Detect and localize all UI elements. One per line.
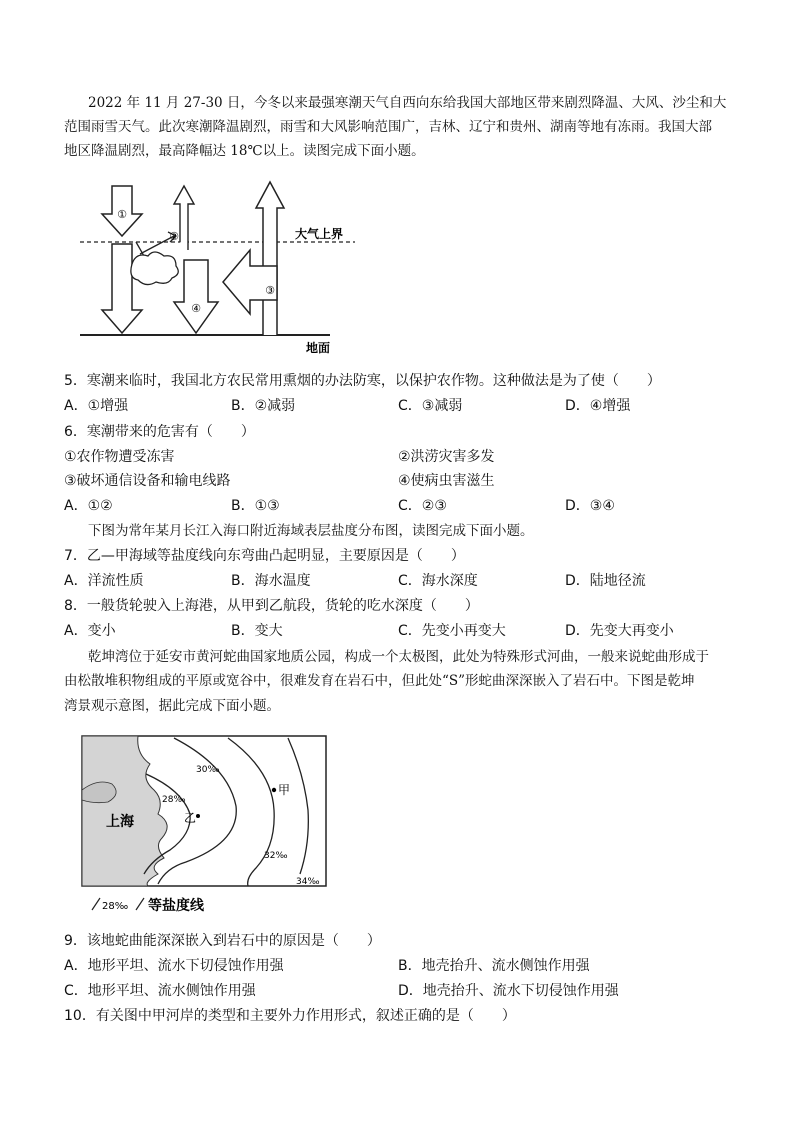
q9-option-b[interactable]: B．地壳抬升、流水侧蚀作用强 [398, 958, 590, 974]
ground-label: 地面 [306, 341, 331, 355]
intro1-line1: 2022 年 11 月 27-30 日，今冬以来最强寒潮天气自西向东给我国大部地区带来剧烈降温、大风、沙尘和大 [88, 95, 727, 111]
q7-option-b[interactable]: B．海水温度 [231, 573, 311, 589]
isohaline-34-label: 34‰ [296, 877, 320, 887]
point-jia-label: 甲 [278, 783, 291, 797]
intro3-line3: 湾景观示意图，据此完成下面小题。 [64, 698, 280, 714]
legend-label: 等盐度线 [148, 898, 204, 914]
q9-option-a[interactable]: A．地形平坦、流水下切侵蚀作用强 [64, 958, 284, 974]
intro3-line2: 由松散堆积物组成的平原或宽谷中，很难发育在岩石中，但此处“S”形蛇曲深深嵌入了岩石中。下图是乾坤 [64, 673, 695, 689]
q10-stem: 10．有关图中甲河岸的类型和主要外力作用形式，叙述正确的是（ ） [64, 1008, 516, 1024]
isohaline-30-label: 30‰ [196, 765, 220, 775]
arrow3-label: ③ [265, 284, 275, 297]
q5-stem: 5．寒潮来临时，我国北方农民常用熏烟的办法防寒，以保护农作物。这种做法是为了使（ ） [64, 373, 661, 389]
q6-option-d[interactable]: D．③④ [565, 498, 615, 514]
q7-stem: 7．乙—甲海域等盐度线向东弯曲凸起明显，主要原因是（ ） [64, 548, 465, 564]
q6-option-c[interactable]: C．②③ [398, 498, 447, 514]
intro1-line3: 地区降温剧烈，最高降幅达 18℃以上。读图完成下面小题。 [64, 143, 425, 159]
q8-option-a[interactable]: A．变小 [64, 623, 116, 639]
shanghai-label: 上海 [106, 814, 134, 830]
salinity-map [78, 734, 328, 914]
q5-option-c[interactable]: C．③减弱 [398, 398, 463, 414]
q8-option-d[interactable]: D．先变大再变小 [565, 623, 674, 639]
q8-option-b[interactable]: B．变大 [231, 623, 283, 639]
intro1-line2: 范围雨雪天气。此次寒潮降温剧烈，雨雪和大风影响范围广，吉林、辽宁和贵州、湖南等地有冻雨。我国大部 [64, 119, 712, 135]
q7-option-d[interactable]: D．陆地径流 [565, 573, 646, 589]
atmosphere-diagram [80, 178, 370, 358]
q9-option-c[interactable]: C．地形平坦、流水侧蚀作用强 [64, 983, 256, 999]
point-yi-label: 乙 [184, 811, 197, 825]
arrow2-label: ② [169, 230, 179, 243]
q8-stem: 8．一般货轮驶入上海港，从甲到乙航段，货轮的吃水深度（ ） [64, 598, 479, 614]
q6-item-2: ②洪涝灾害多发 [398, 449, 495, 465]
q8-option-c[interactable]: C．先变小再变大 [398, 623, 506, 639]
intro3-line1: 乾坤湾位于延安市黄河蛇曲国家地质公园，构成一个太极图，此处为特殊形式河曲，一般来说蛇曲形成于 [88, 649, 709, 665]
intro2: 下图为常年某月长江入海口附近海域表层盐度分布图，读图完成下面小题。 [88, 523, 534, 539]
q9-stem: 9．该地蛇曲能深深嵌入到岩石中的原因是（ ） [64, 933, 381, 949]
q7-option-c[interactable]: C．海水深度 [398, 573, 478, 589]
arrow1-label: ① [117, 208, 127, 221]
q6-stem: 6．寒潮带来的危害有（ ） [64, 424, 255, 440]
q9-option-d[interactable]: D．地壳抬升、流水下切侵蚀作用强 [398, 983, 619, 999]
isohaline-28-label: 28‰ [162, 795, 186, 805]
atmosphere-top-label: 大气上界 [295, 227, 344, 241]
q5-option-a[interactable]: A．①增强 [64, 398, 129, 414]
q6-option-b[interactable]: B．①③ [231, 498, 280, 514]
q6-item-3: ③破坏通信设备和输电线路 [64, 473, 231, 489]
q7-option-a[interactable]: A．洋流性质 [64, 573, 144, 589]
legend-value: 28‰ [102, 901, 129, 912]
q6-option-a[interactable]: A．①② [64, 498, 113, 514]
q6-item-4: ④使病虫害滋生 [398, 473, 495, 489]
q5-option-d[interactable]: D．④增强 [565, 398, 631, 414]
q6-item-1: ①农作物遭受冻害 [64, 449, 175, 465]
q5-option-b[interactable]: B．②减弱 [231, 398, 296, 414]
arrow4-label: ④ [191, 302, 201, 315]
isohaline-32-label: 32‰ [264, 851, 288, 861]
